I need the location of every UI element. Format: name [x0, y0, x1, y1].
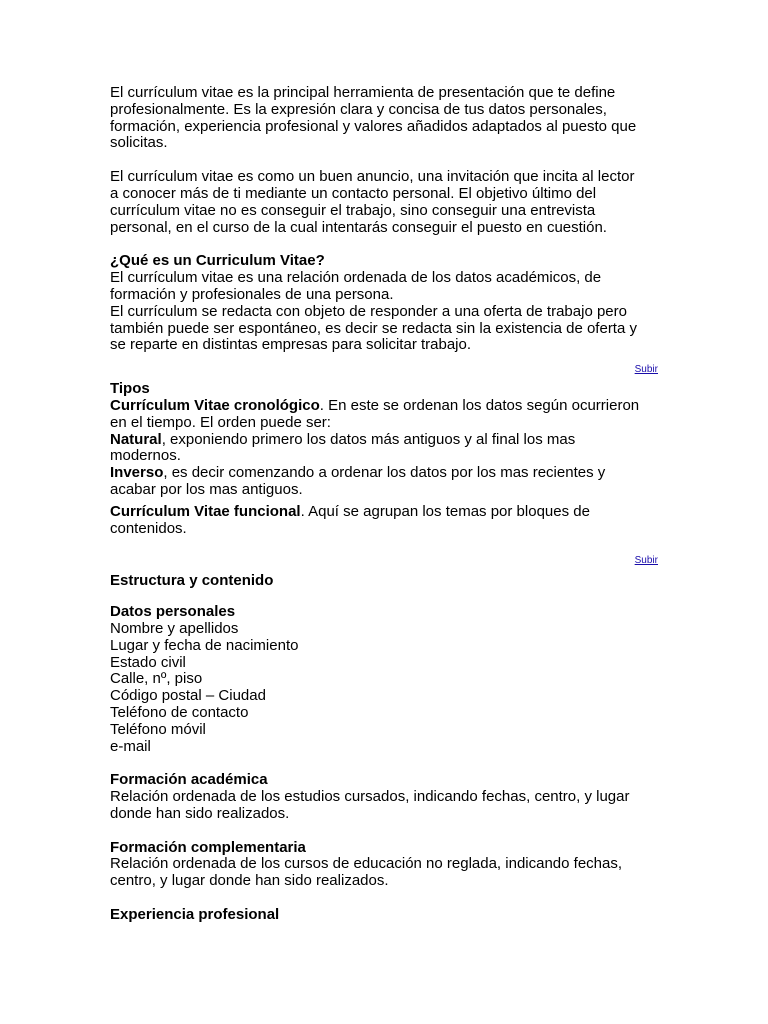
subsection-heading: Formación académica — [110, 771, 268, 789]
text-line: centro, y lugar donde han sido realizados. — [110, 872, 389, 890]
section-heading: ¿Qué es un Curriculum Vitae? — [110, 252, 325, 270]
subsection-heading: Experiencia profesional — [110, 906, 280, 924]
subsection-heading: Datos personales — [110, 603, 236, 621]
subir-row — [110, 537, 660, 573]
text-line: El currículum vitae es como un buen anuncio, una invitación que incita al lector — [110, 168, 635, 186]
funcional-line — [110, 504, 660, 521]
tipos-section — [110, 381, 660, 537]
subsection-heading: Formación complementaria — [110, 838, 306, 856]
text-line: modernos. — [110, 447, 181, 465]
list-item: Estado civil — [110, 653, 186, 671]
text-line: solicitas. — [110, 134, 168, 152]
text-line: a conocer más de ti mediante un contacto personal. El objetivo último del — [110, 184, 597, 202]
document-page — [110, 85, 660, 924]
cronologico-line — [110, 398, 660, 415]
term-natural: Natural — [110, 430, 162, 448]
text-line: se reparte en distintas empresas para solicitar trabajo. — [110, 336, 472, 354]
text-line: también puede ser espontáneo, es decir se redacta sin la existencia de oferta y — [110, 319, 637, 337]
text-fragment: , exponiendo primero los datos más antiguos y al final los mas — [161, 430, 576, 448]
text-line: El currículum vitae es la principal herramienta de presentación que te define — [110, 84, 616, 101]
section-heading: Estructura y contenido — [110, 572, 274, 590]
text-fragment: , es decir comenzando a ordenar los datos por los mas recientes y — [163, 464, 606, 482]
list-item: Código postal – Ciudad — [110, 687, 266, 705]
subir-row — [110, 354, 660, 381]
list-item: Teléfono de contacto — [110, 703, 249, 721]
text-line: currículum vitae no es conseguir el trabajo, sino conseguir una entrevista — [110, 201, 596, 219]
section-heading: Tipos — [110, 380, 150, 398]
list-item: Teléfono móvil — [110, 720, 206, 738]
text-line: El currículum se redacta con objeto de responder a una oferta de trabajo pero — [110, 302, 627, 320]
spacer — [110, 823, 660, 840]
spacer — [110, 755, 660, 772]
inverso-line — [110, 465, 660, 482]
text-line: contenidos. — [110, 519, 187, 537]
text-line: acabar por los mas antiguos. — [110, 480, 303, 498]
text-fragment: . Aquí se agrupan los temas por bloques de — [300, 502, 590, 520]
text-line: El currículum vitae es una relación ordenada de los datos académicos, de — [110, 269, 602, 287]
list-item: Lugar y fecha de nacimiento — [110, 636, 299, 654]
text-line: Relación ordenada de los cursos de educación no reglada, indicando fechas, — [110, 855, 623, 873]
estructura-section — [110, 573, 660, 924]
text-line: Relación ordenada de los estudios cursados, indicando fechas, centro, y lugar — [110, 788, 630, 806]
text-line: profesionalmente. Es la expresión clara y concisa de tus datos personales, — [110, 100, 607, 118]
spacer — [110, 590, 660, 604]
text-line: donde han sido realizados. — [110, 804, 290, 822]
term-cronologico: Currículum Vitae cronológico — [110, 396, 320, 414]
list-item: e-mail — [110, 737, 151, 755]
que-es-section — [110, 253, 660, 354]
term-inverso: Inverso — [110, 464, 164, 482]
intro-paragraph-1 — [110, 85, 660, 152]
text-line: formación y profesionales de una persona. — [110, 285, 394, 303]
intro-paragraph-2 — [110, 169, 660, 236]
natural-line — [110, 432, 660, 449]
spacer — [110, 890, 660, 907]
list-item: Calle, nº, piso — [110, 670, 203, 688]
subir-link[interactable]: Subir — [634, 555, 658, 567]
text-fragment: . En este se ordenan los datos según ocurrieron — [319, 396, 640, 414]
subir-link[interactable]: Subir — [634, 364, 658, 376]
text-line: personal, en el curso de la cual intentarás conseguir el puesto en cuestión. — [110, 218, 607, 236]
text-line: en el tiempo. El orden puede ser: — [110, 413, 331, 431]
list-item: Nombre y apellidos — [110, 619, 239, 637]
text-line: formación, experiencia profesional y valores añadidos adaptados al puesto que — [110, 117, 637, 135]
term-funcional: Currículum Vitae funcional — [110, 502, 301, 520]
